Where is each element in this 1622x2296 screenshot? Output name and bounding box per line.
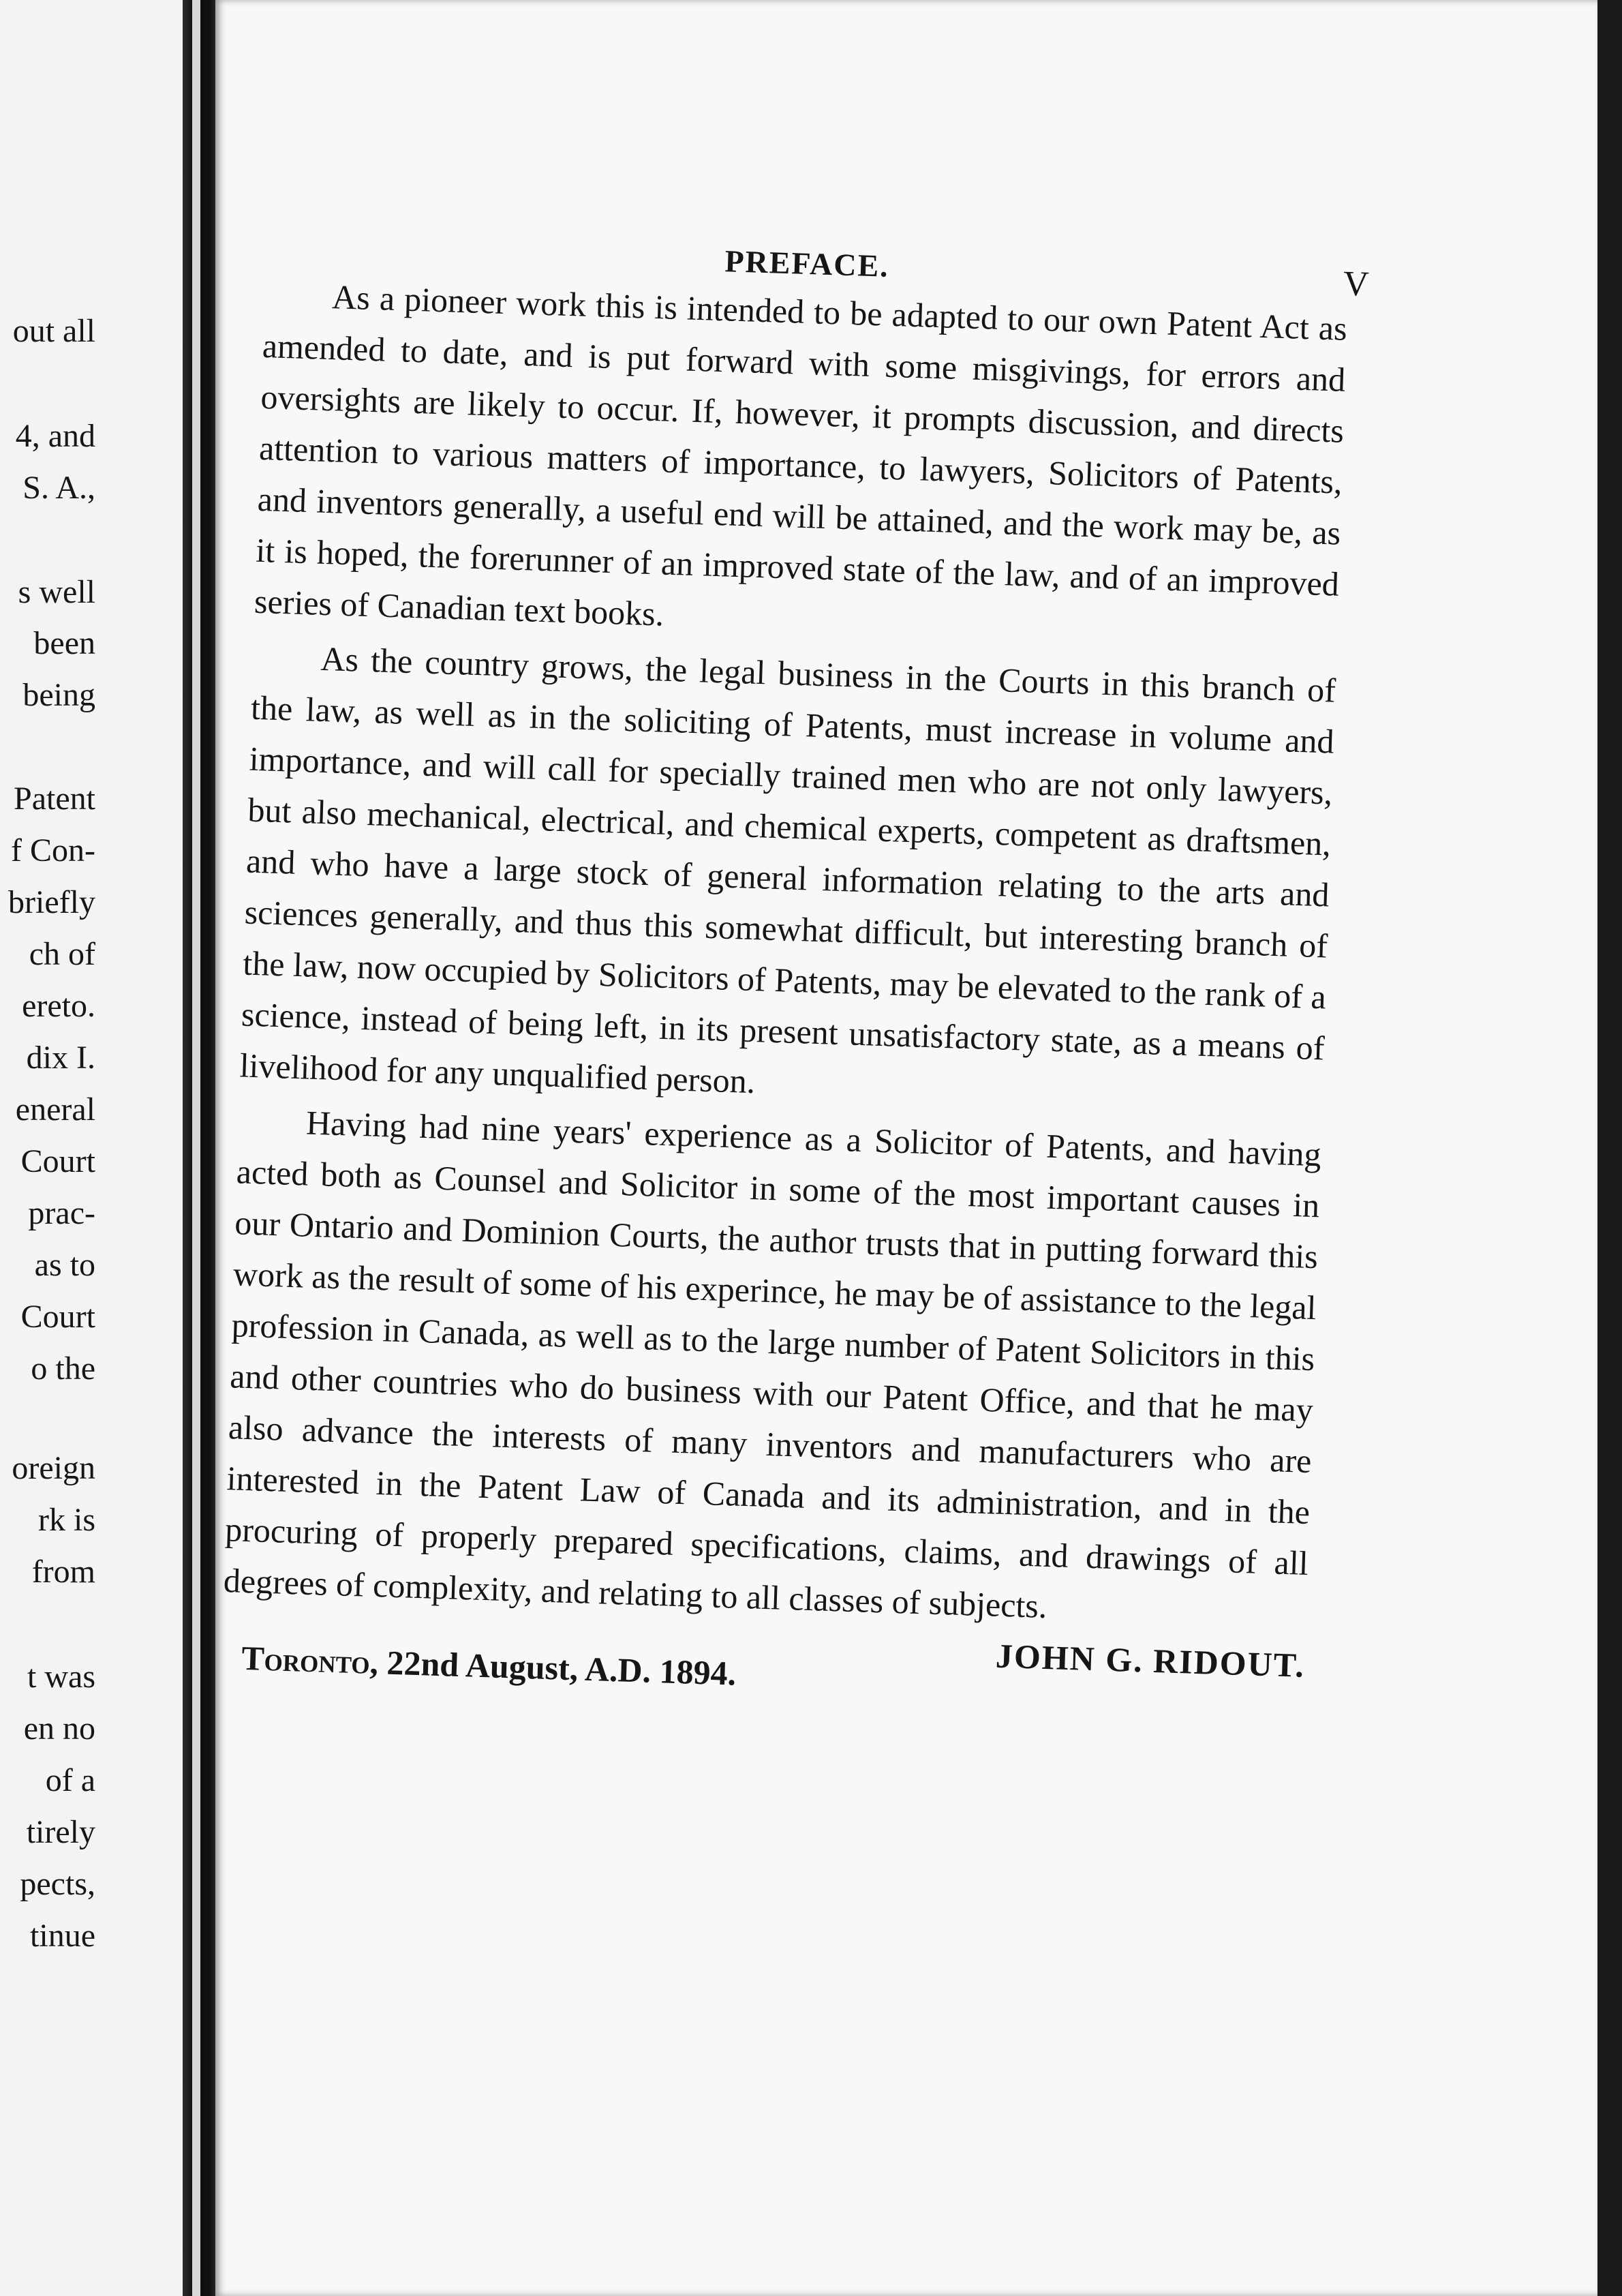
- left-page-fragment: out all: [12, 313, 95, 349]
- left-page-fragment: en no: [23, 1710, 95, 1747]
- left-page-fragment: o the: [31, 1350, 95, 1387]
- scan-border: [1597, 0, 1622, 2296]
- left-page-fragment: pects,: [20, 1866, 95, 1902]
- left-page-fragment: ch of: [29, 936, 95, 972]
- left-page-fragment: as to: [34, 1247, 95, 1283]
- left-page-fragment: been: [33, 625, 95, 661]
- left-page-fragment: Court: [20, 1143, 95, 1179]
- left-page-fragment: being: [22, 677, 95, 713]
- left-page-fragment: briefly: [8, 884, 95, 920]
- dateline: [241, 1638, 737, 1693]
- left-facing-page: [0, 0, 198, 2296]
- left-page-fragment: tirely: [26, 1814, 95, 1850]
- left-page-fragment: Patent: [14, 781, 95, 817]
- left-page-fragment: ereto.: [22, 988, 95, 1024]
- paragraph: As the country grows, the legal business in the Courts in this branch of the law, as well as in the soliciting of Patents, must increase in volume and importance, and will call for specially trained men who are not only lawyers, but also mechanical, electrical, and chemical experts, competent as draftsmen, and who have a large stock of general information relating to the arts and sciences generally, and thus this somewhat difficult, but interesting branch of the law, now occupied by Solicitors of Patents, may be elevated to the rank of a science, instead of being left, in its present unsatisfactory state, as a means of livelihood for any unqualified person.: [239, 639, 1336, 1101]
- left-page-fragment: Court: [20, 1299, 95, 1335]
- left-page-fragment: rk is: [38, 1502, 95, 1538]
- left-page-fragment: s well: [18, 574, 95, 610]
- left-page-fragment: from: [31, 1554, 95, 1590]
- left-page-fragment: S. A.,: [22, 470, 95, 506]
- paragraph: Having had nine years' experience as a Solicitor of Patents, and having acted both as Counsel and Solicitor in some of the most important causes in our Ontario and Dominion Courts, the author trusts that in putting forward this work as the result of some of his experince, he may be of assistance to the legal profession in Canada, as well as to the large number of Patent Solicitors in this and other countries who do business with our Patent Office, and that he may also advance the interests of many inventors and manufacturers who are interested in the Patent Law of Canada and its administration, and in the procuring of properly prepared specifications, claims, and drawings of all degrees of complexity, and relating to all classes of subjects.: [223, 1103, 1322, 1626]
- left-page-fragment: f Con-: [11, 832, 95, 868]
- dateline-place: Toronto: [241, 1638, 371, 1681]
- author-signature: JOHN G. RIDOUT.: [995, 1636, 1306, 1685]
- left-page-fragment: eneral: [15, 1091, 95, 1128]
- paragraph: As a pioneer work this is intended to be adapted to our own Patent Act as amended to date, and is put forward with some misgivings, for errors and oversights are likely to occur. If, however, it prompts discussion, and directs attention to various matters of importance, to lawyers, Solicitors of Patents, and inventors generally, a useful end will be attained, and the work may be, as it is hoped, the forerunner of an improved state of the law, and of an improved series of Canadian text books.: [254, 277, 1348, 633]
- page-content: [220, 228, 1370, 1721]
- left-page-fragment: of a: [45, 1762, 95, 1798]
- left-page-fragment: 4, and: [15, 418, 95, 454]
- page-title: PREFACE.: [724, 243, 890, 284]
- left-page-fragment: t was: [27, 1659, 95, 1695]
- left-page-fragment: prac-: [28, 1195, 95, 1231]
- left-page-fragment: oreign: [12, 1450, 95, 1486]
- left-page-fragment: dix I.: [26, 1040, 95, 1076]
- page-number: V: [1343, 264, 1370, 304]
- dateline-date: , 22nd August, A.D. 1894.: [369, 1642, 737, 1693]
- left-page-fragment: tinue: [30, 1918, 95, 1954]
- page-edge: [192, 0, 200, 2296]
